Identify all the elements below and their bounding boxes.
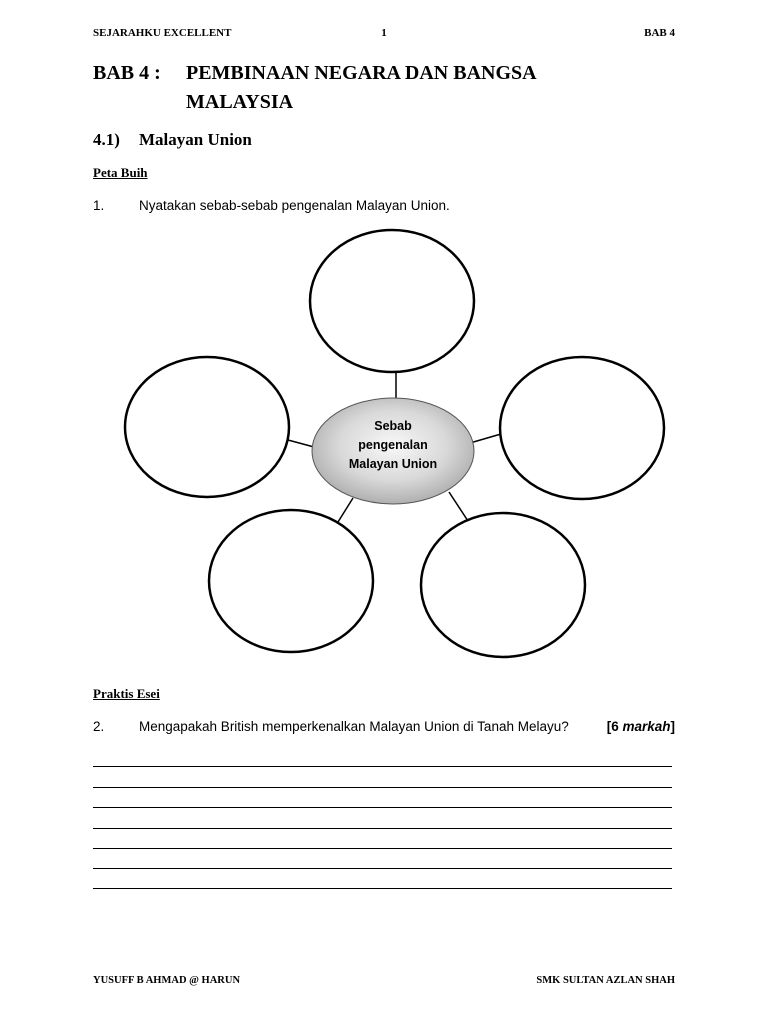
bubble-top (310, 230, 474, 372)
marks-open-bracket: [ (606, 719, 612, 734)
marks-label (607, 719, 675, 735)
center-label-line2: pengenalan (358, 438, 428, 452)
question2-text: Mengapakah British memperkenalkan Malayan Union di Tanah Melayu? (139, 719, 569, 734)
page-number: 1 (381, 27, 387, 39)
bubble-left (125, 357, 289, 497)
answer-line (93, 828, 672, 829)
answer-line (93, 766, 672, 767)
bubble-bottom-left (209, 510, 373, 652)
connector-bottom-left (338, 498, 353, 522)
chapter-label: BAB 4 : (93, 62, 161, 84)
chapter-title-line2: MALAYSIA (186, 91, 294, 113)
question1-text: Nyatakan sebab-sebab pengenalan Malayan Union. (139, 198, 450, 213)
answer-line (93, 888, 672, 889)
answer-line (93, 868, 672, 869)
answer-line (93, 787, 672, 788)
answer-line (93, 848, 672, 849)
marks-close-bracket: ] (670, 719, 675, 734)
bubble-right (500, 357, 664, 499)
section-title: Malayan Union (139, 130, 252, 149)
answer-line (93, 807, 672, 808)
footer-school: SMK SULTAN AZLAN SHAH (536, 975, 675, 986)
bubble-bottom-right (421, 513, 585, 657)
question2-number: 2. (93, 719, 105, 734)
connector-right (470, 434, 501, 443)
marks-number: 6 (611, 719, 619, 734)
footer-author: YUSUFF B AHMAD @ HARUN (93, 975, 241, 986)
marks-unit: markah (622, 719, 671, 734)
header-right: BAB 4 (644, 27, 675, 39)
part1-heading: Peta Buih (93, 165, 148, 180)
chapter-title-line1: PEMBINAAN NEGARA DAN BANGSA (186, 62, 537, 84)
bubble-map (0, 220, 768, 670)
question1-number: 1. (93, 198, 105, 213)
header-left: SEJARAHKU EXCELLENT (93, 27, 232, 39)
section-number: 4.1) (93, 130, 120, 149)
part2-heading: Praktis Esei (93, 686, 160, 701)
center-label-line1: Sebab (374, 419, 412, 433)
connector-bottom-right (449, 492, 468, 521)
center-label-line3: Malayan Union (348, 457, 438, 471)
connector-left (288, 440, 314, 447)
